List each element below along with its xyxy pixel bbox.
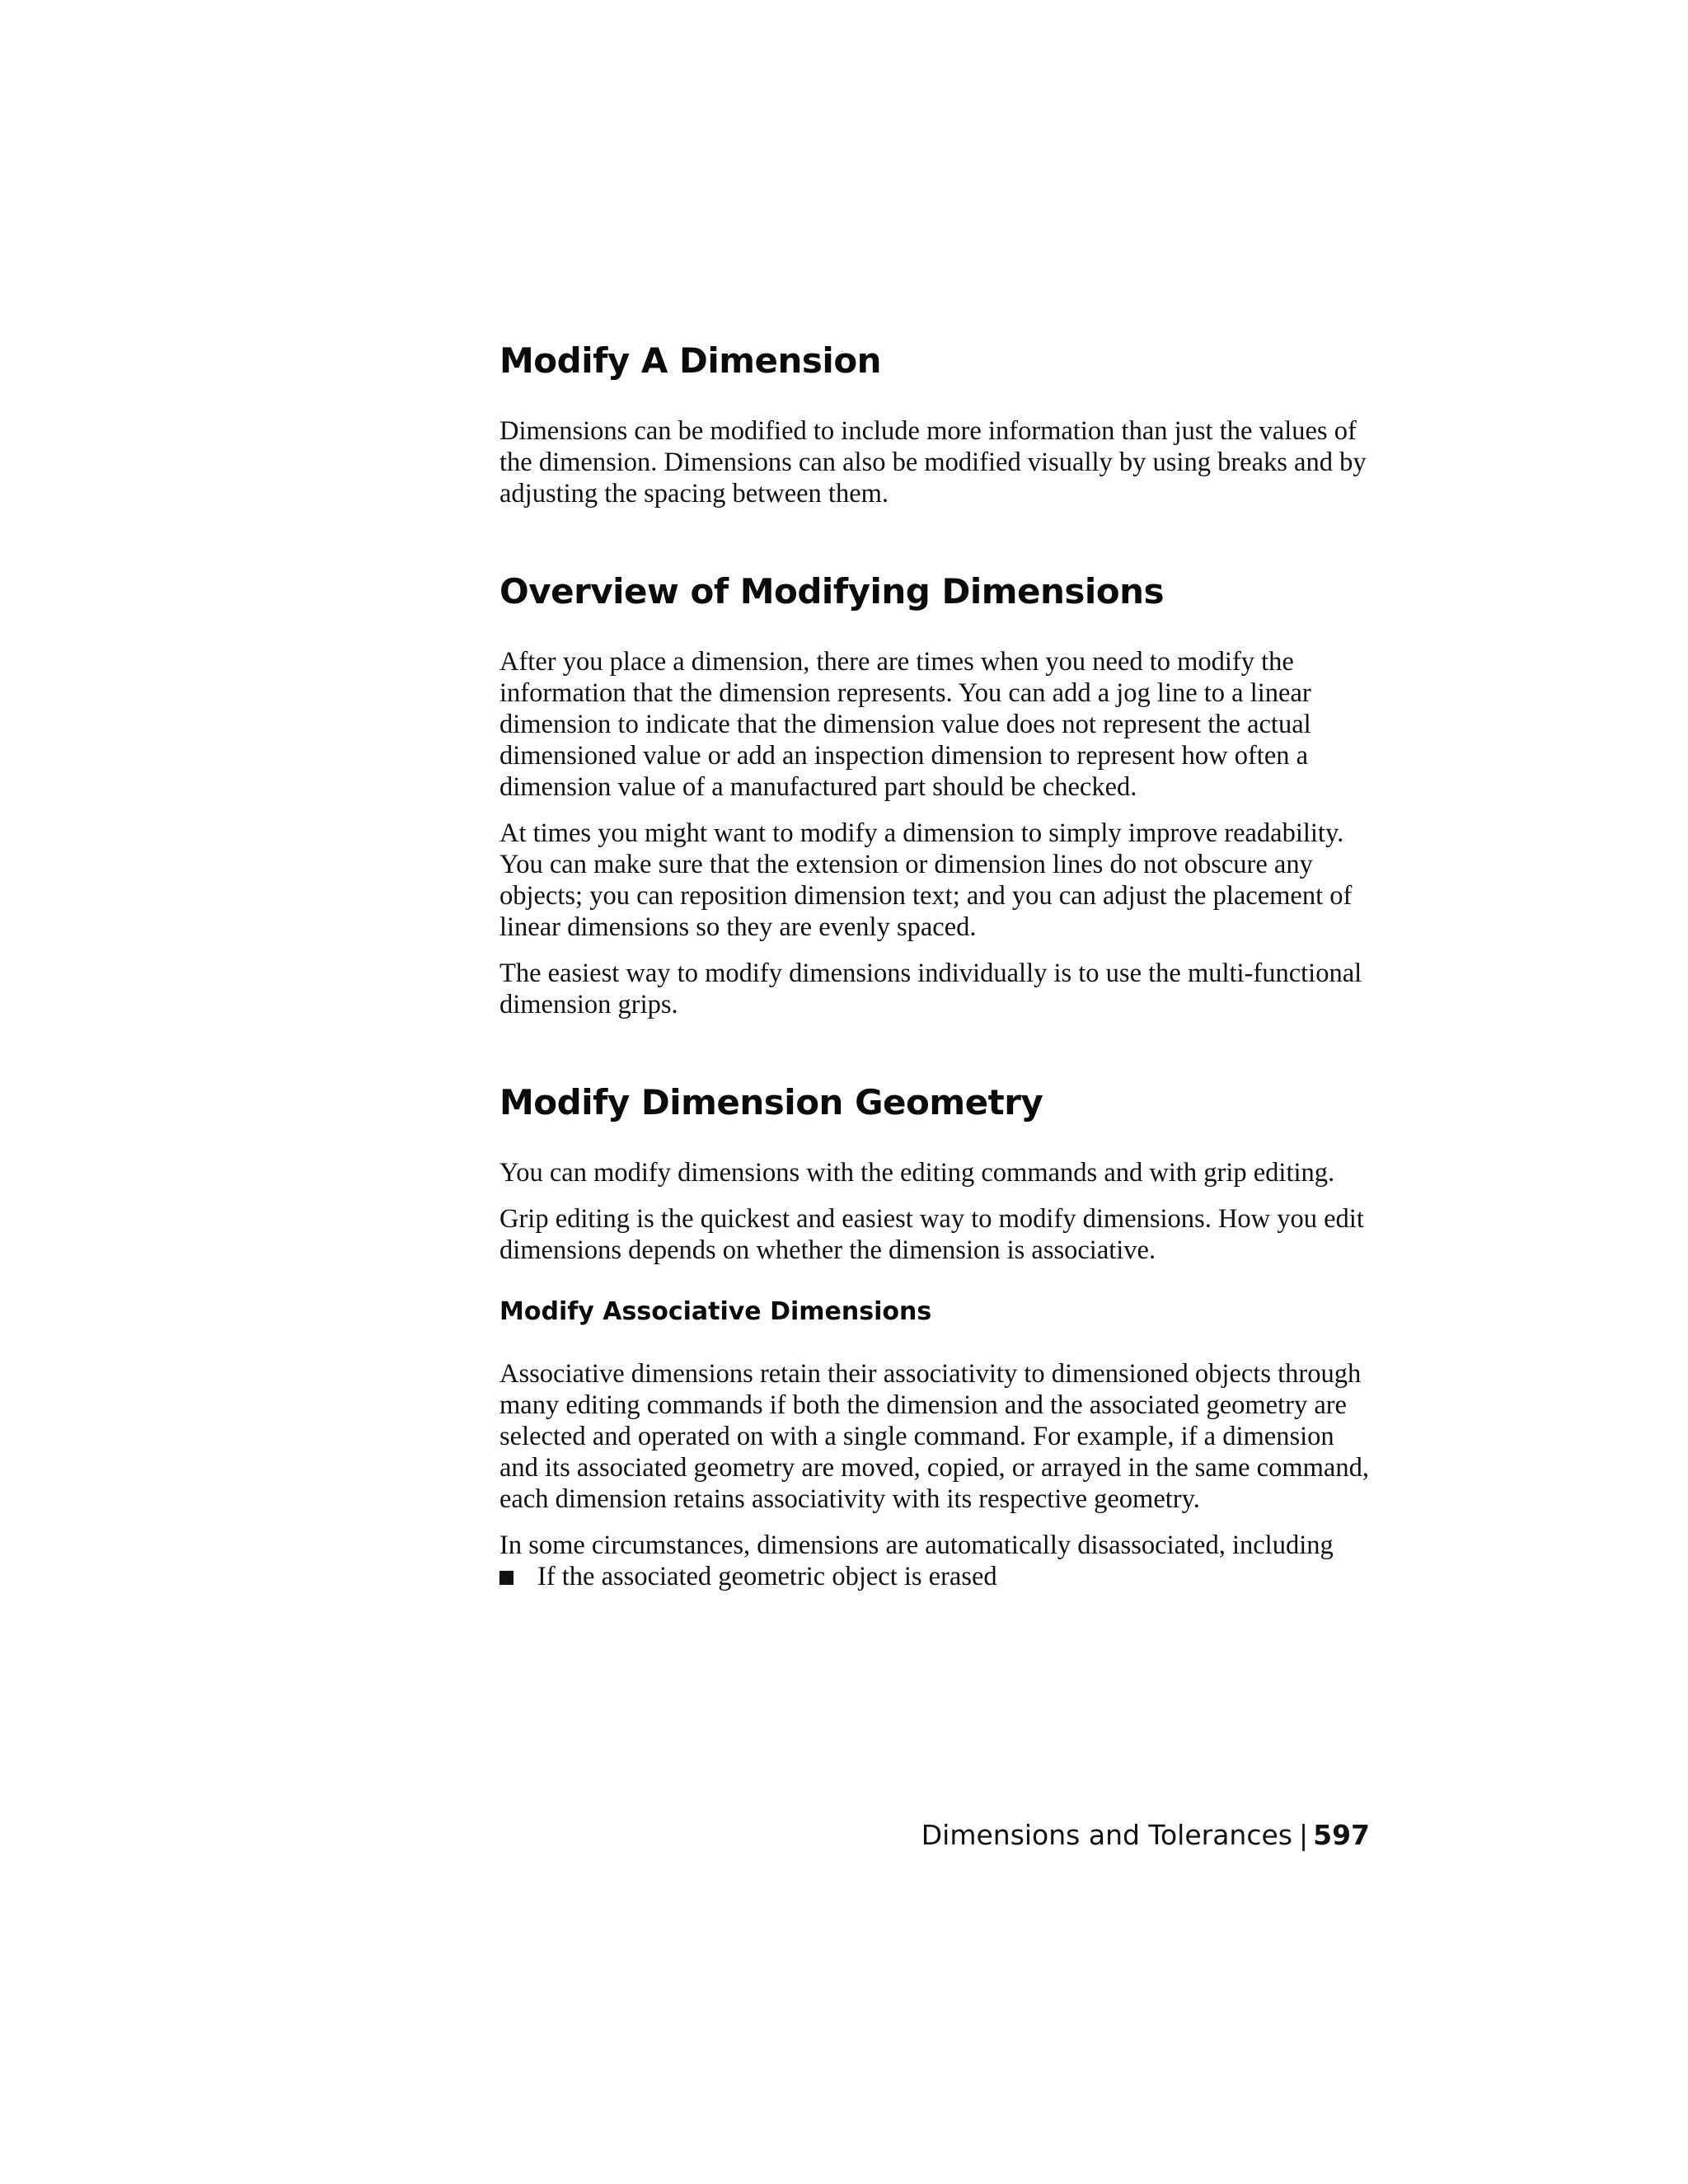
page-footer [921,1817,1370,1854]
paragraph-modify-intro: Dimensions can be modified to include more information than just the values of the dimension. Dimensions can also be modified visually by using breaks and by adjusting the spacing between them. [499,416,1367,509]
paragraph-geometry-1: You can modify dimensions with the editing commands and with grip editing. [499,1158,1335,1188]
paragraph-geometry-2: Grip editing is the quickest and easiest way to modify dimensions. How you edit dimensions depends on whether the dimension is associative. [499,1204,1364,1265]
list-item [499,1561,1373,1592]
square-bullet-icon [499,1571,513,1585]
paragraph-overview-2: At times you might want to modify a dimension to simply improve readability. You can make sure that the extension or dimension lines do not obscure any objects; you can reposition dimension text; and you can adjust the placement of linear dimensions so they are evenly spaced. [499,818,1353,942]
section-heading-overview: Overview of Modifying Dimensions [499,571,1165,612]
section-heading-modify-a-dimension: Modify A Dimension [499,340,882,381]
section-heading-modify-dimension-geometry: Modify Dimension Geometry [499,1082,1043,1122]
page-number: 597 [1313,1819,1370,1851]
subsection-heading-associative-dimensions: Modify Associative Dimensions [499,1297,932,1326]
paragraph-overview-3: The easiest way to modify dimensions individually is to use the multi-functional dimension grips. [499,958,1362,1019]
footer-separator: | [1298,1819,1309,1851]
bullet-list [499,1561,1373,1592]
page-content [499,338,1373,1592]
paragraph-associative-2: In some circumstances, dimensions are automatically disassociated, including [499,1530,1334,1560]
list-item-text: If the associated geometric object is erased [537,1562,997,1591]
footer-chapter-title: Dimensions and Tolerances [921,1819,1292,1851]
paragraph-associative-1: Associative dimensions retain their associativity to dimensioned objects through many editing commands if both the dimension and the associated geometry are selected and operated on with a single command. For example, if a dimension and its associated geometry are moved, copied, or arrayed in the same command, each dimension retains associativity with its respective geometry. [499,1359,1369,1514]
paragraph-overview-1: After you place a dimension, there are times when you need to modify the information that the dimension represents. You can add a jog line to a linear dimension to indicate that the dimension value does not represent the actual dimensioned value or add an inspection dimension to represent how often a dimension value of a manufactured part should be checked. [499,647,1311,802]
